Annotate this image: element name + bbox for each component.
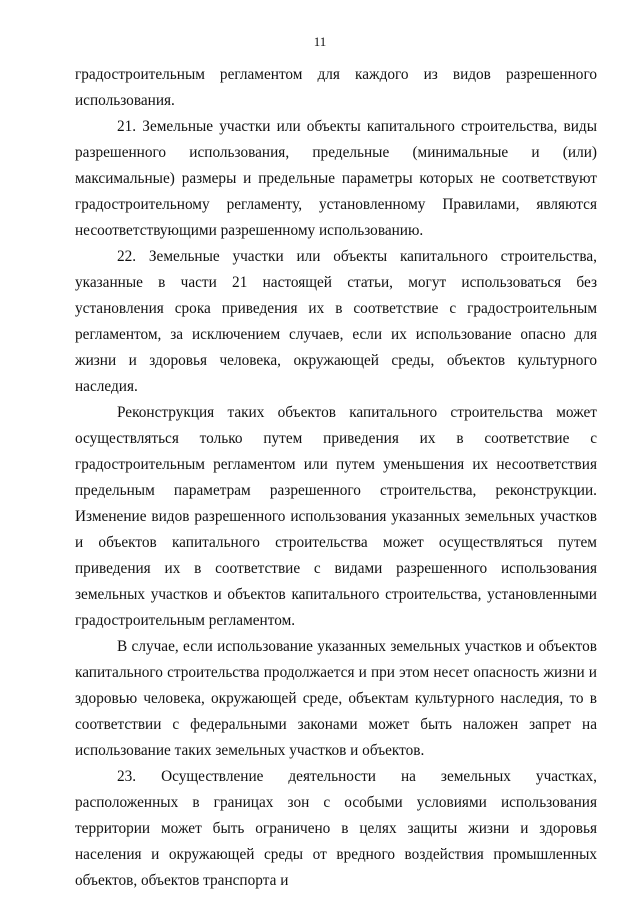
paragraph-reconstruction: Реконструкция таких объектов капитального строительства может осуществляться только путем приведения их в соответствие с градостроительным регламентом или путем уменьшения их несоответствия предельным параметрам разрешенного строительства, реконструкции. Изменение видов разрешенного использования указанных земельных участков и объектов капитального строительства может осуществляться путем приведения их в соответствие с видами разрешенного использования земельных участков и объектов капитального строительства, установленными градостроительным регламентом. [75, 404, 597, 629]
paragraph-continuation: градостроительным регламентом для каждого из видов разрешенного использования. [75, 66, 597, 109]
paragraph-clause-22: 22. Земельные участки или объекты капитального строительства, указанные в части 21 настоящей статьи, могут использоваться без установления срока приведения их в соответствие с градостроительным регламентом, за исключением случаев, если их использование опасно для жизни и здоровья человека, окружающей среды, объектов культурного наследия. [75, 248, 597, 395]
paragraph-clause-23: 23. Осуществление деятельности на земельных участках, расположенных в границах зон с особыми условиями использования территории может быть ограничено в целях защиты жизни и здоровья населения и окружающей среды от вредного воздействия промышленных объектов, объектов транспорта и [75, 768, 597, 889]
page-number: 11 [313, 34, 327, 49]
paragraph-prohibition: В случае, если использование указанных земельных участков и объектов капитального строительства продолжается и при этом несет опасность жизни и здоровью человека, окружающей среде, объектам культурного наследия, то в соответствии с федеральными законами может быть наложен запрет на использование таких земельных участков и объектов. [75, 638, 597, 759]
paragraph-clause-21: 21. Земельные участки или объекты капитального строительства, виды разрешенного использования, предельные (минимальные и (или) максимальные) размеры и предельные параметры которых не соответствуют градостроительному регламенту, установленному Правилами, являются несоответствующими разрешенному использованию. [75, 118, 597, 239]
document-body [75, 62, 597, 894]
